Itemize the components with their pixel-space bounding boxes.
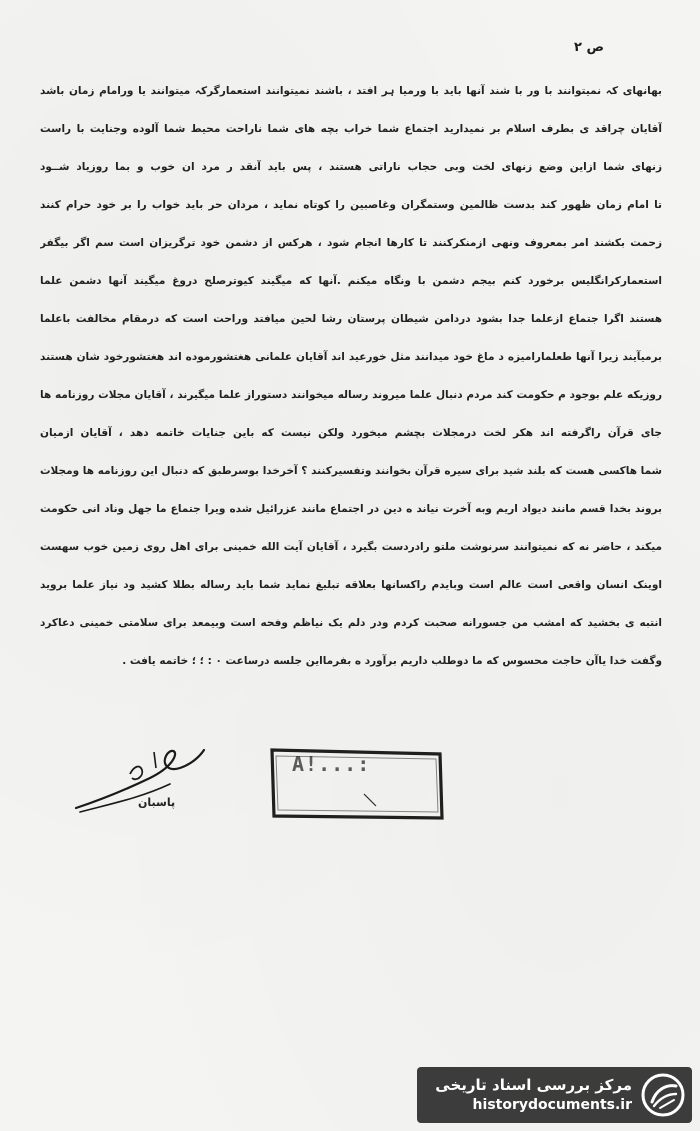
text-line: زنهای شما ازاین وضع زنهای لخت وبی حجاب ناراتی هستند ، پس باید آنقد ر مرد ان خوب و بما روزیاد شــود xyxy=(40,161,662,173)
handwritten-signature xyxy=(70,738,210,828)
watermark-title: مرکز بررسی اسناد تاریخی xyxy=(435,1076,632,1094)
text-line: میکند ، حاضر نه که نمیتوانند سرنوشت ملتو رادردست بگیرد ، آقایان آیت الله خمینی برای اهل روی زمین خوب سهست xyxy=(40,541,662,553)
watermark-text xyxy=(435,1075,632,1115)
text-line: بروند بخدا قسم مانند دیواد اریم وبه آخرت نیاند ه دین در اجتماع مانند عزرائیل شده ویرا جتماع ما جهل وناد انی حکومت xyxy=(40,503,662,515)
text-line: روزیکه علم بوجود م حکومت کند مردم دنبال علما میروند رساله میخوانند دستوراز علما میگیرند ، آقایان مجلات روزنامه ها xyxy=(40,389,662,401)
text-line: انتبه ی بخشید که امشب من جسورانه صحبت کردم ودر دلم یک نیاظم وفحه است وبیمعد برای سلامتی خمینی دعاکرد xyxy=(40,617,662,629)
stamp-text: A!...: xyxy=(292,752,371,776)
text-line: زحمت بکشند امر بمعروف ونهی ازمنکرکنند تا کارها انجام شود ، هرکس از دشمن خود ترگریزان است سم اگر بیگفر xyxy=(40,237,662,249)
text-line: برمیآیند زیرا آنها طعلمارامیزه د ماغ خود میدانند مثل خورعید اند آقایان علمانی هغتشورموده اند هغتشورخود شان هستند xyxy=(40,351,662,363)
watermark-banner xyxy=(417,1067,692,1123)
text-line: جای قرآن راگرفته اند هکر لخت درمجلات بچشم میخورد ولکن نیست که باین جنایات خاتمه دهد ، آقایان ازمیان xyxy=(40,427,662,439)
text-line: بهانهای کہ نمیتوانند با ور با شند آنها باید با ورمیا ہر افتد ، باشند نمیتوانند استعمارگرکہ میتوانند یا ورامام زمان باشد xyxy=(40,85,662,97)
text-line: استعمارکرانگلیس برخورد کنم بیجم دشمن با ونگاه میکنم .آنها که میگیند کیوترصلح دروغ میگیند آنها دشمن علما xyxy=(40,275,662,287)
text-line: شما هاکسی هست که بلند شید برای سیره قرآن بخوانند وتفسیرکنند ؟ آخرخدا بوسرطبق که دنبال این روزنامه ها ومجلات xyxy=(40,465,662,477)
page-number: ص ۲ xyxy=(574,40,604,55)
text-line: تا امام زمان ظهور کند بدست ظالمین وستمگران وغاصبین را کوتاه نماید ، مردان حر باید خواب را بر خود حرام کنند xyxy=(40,199,662,211)
signature-label: پاسبان xyxy=(138,796,176,809)
document-body xyxy=(40,72,662,680)
text-line: اوینک انسان واقعی است عالم است وبایدم راکسانها بعلاقه تبلیغ نماید شما باید رساله بطلا کشید ود نیاز علما بروید xyxy=(40,579,662,591)
watermark-url: historydocuments.ir xyxy=(472,1097,632,1113)
text-line: آقایان چراقد ی بطرف اسلام بر نمیدارید اجتماع شما خراب بچه های شما ناراحت محیط شما آلوده وجنایت با راست xyxy=(40,123,662,135)
text-line: هستند اگرا جتماع ازعلما جدا بشود دردامن شیطان پرستان رشا لحین میافتد وراحت است که درمقام مخالفت باعلما xyxy=(40,313,662,325)
history-center-logo-icon xyxy=(640,1072,686,1118)
text-line: وگفت خدا یاآن حاجت محسوس که ما دوطلب داریم برآورد ه بفرمااین جلسه درساعت ۰ : ؛ ؛ خاتمه یافت . xyxy=(122,655,662,667)
